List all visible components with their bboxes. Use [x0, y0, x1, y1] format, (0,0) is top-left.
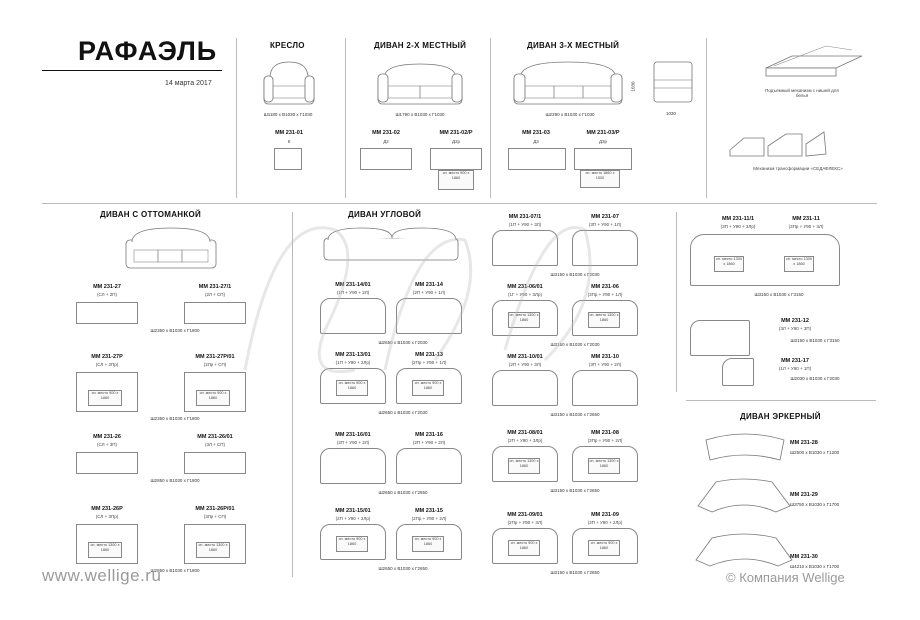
- model-code: ММ 231-11/1: [721, 216, 755, 222]
- model-sub: (2Л + СП): [204, 292, 226, 297]
- footer-site-link[interactable]: www.wellige.ru: [42, 566, 162, 585]
- section-sofa3: ДИВАН 3-Х МЕСТНЫЙ: [527, 41, 620, 50]
- model-sub: (1Л + У90 + 1П): [778, 366, 812, 371]
- model-code: ММ 231-06/01: [507, 284, 543, 290]
- model-sub: Д3р: [598, 139, 608, 144]
- model-dims: Ш4210 х В1030 х Г1700: [790, 564, 840, 569]
- model-sub: (1Г + У90 + 3Лр): [507, 292, 543, 297]
- model-sub: (3П + У90 + 1Л): [588, 222, 622, 227]
- model-plan: [492, 370, 558, 406]
- model-plan: [320, 298, 386, 334]
- model-code: ММ 231-13/01: [335, 352, 371, 358]
- model-code: ММ 231-03: [522, 130, 550, 136]
- ottoman-drawing: [124, 224, 218, 270]
- model-code: ММ 231-17: [781, 358, 809, 364]
- model-sub: К: [287, 139, 291, 144]
- berth-box: сп. место 900 х 1860: [412, 536, 444, 552]
- model-code: ММ 231-27Р/01: [195, 354, 235, 360]
- model-plan: [572, 230, 638, 266]
- model-dims: Ш2650 х В1030 х Г2030: [378, 340, 428, 345]
- model-dims: Ш3150 х В1030 х Г2650: [550, 570, 600, 575]
- model-dims: Ш2650 х В1030 х Г2650: [378, 566, 428, 571]
- berth-box: сп. место 900 х 1860: [412, 380, 444, 396]
- model-sub: (3П + У90 + 2Л): [588, 362, 622, 367]
- model-sub: (2Пр + У90 + 3Л): [507, 520, 543, 525]
- title-underline: [42, 70, 222, 71]
- model-code: ММ 231-13: [415, 352, 443, 358]
- model-dims: Ш2850 х В1030 х Г1800: [150, 568, 200, 573]
- model-sub: (2Пр + У90 + 2Л): [411, 516, 447, 521]
- divider: [345, 38, 346, 198]
- model-code: ММ 231-16/01: [335, 432, 371, 438]
- section-bay: ДИВАН ЭРКЕРНЫЙ: [740, 412, 821, 421]
- model-sub: (2П + У90 + 2Л): [412, 440, 446, 445]
- model-sub: (2П + У90 + 2Л): [336, 440, 370, 445]
- model-sub: (3Пр + У90 + 1Л): [587, 292, 623, 297]
- berth-box: сп. место 1300 х 1860: [588, 458, 620, 474]
- model-code: ММ 231-15: [415, 508, 443, 514]
- model-code: ММ 231-06: [591, 284, 619, 290]
- model-plan: [492, 230, 558, 266]
- model-code: ММ 231-27: [93, 284, 121, 290]
- wellige-watermark: [215, 170, 715, 450]
- model-sub: (3Пр + У90 + 2Л): [587, 438, 623, 443]
- model-plan: [572, 370, 638, 406]
- model-code: ММ 231-26Р/01: [195, 506, 235, 512]
- divider: [676, 212, 677, 392]
- sofa3-drawing: [512, 56, 624, 106]
- model-dims: Ш2350 х В1030 х Г1800: [150, 416, 200, 421]
- model-plan: [690, 234, 840, 286]
- lift-mechanism-drawing: [756, 42, 868, 82]
- transform-mechanism-label: Механизм трансформации «СЕДАФЛЕКС»: [753, 166, 843, 171]
- berth-box: сп. место 900 х 1860: [336, 380, 368, 396]
- berth-box: сп. место 900 х 1860: [508, 540, 540, 556]
- divider: [686, 400, 876, 401]
- berth-box: сп. место 900 х 1860: [196, 390, 230, 406]
- model-sub: (2П + У90 + 2Лр): [335, 516, 371, 521]
- model-dims: Ш3150 х В1030 х Г3150: [754, 292, 804, 297]
- model-dims: Ш3150 х В1030 х Г2030: [550, 342, 600, 347]
- divider: [236, 38, 237, 198]
- section-corner: ДИВАН УГЛОВОЙ: [348, 210, 422, 219]
- model-dims: Ш3750 х В1030 х Г1700: [790, 502, 840, 507]
- model-dims: Ш2650 х В1030 х Г2030: [378, 410, 428, 415]
- model-code: ММ 231-08: [591, 430, 619, 436]
- model-sub: (СЛ + 2П): [97, 292, 117, 297]
- berth-box: сп. место 1860 х 1500: [580, 170, 620, 188]
- model-sub: (2П + У90 + 1Л): [412, 290, 446, 295]
- model-sub: (3П + У90 + 2Лр): [587, 520, 623, 525]
- divider: [706, 38, 707, 198]
- model-plan: [76, 302, 138, 324]
- model-plan: [320, 448, 386, 484]
- model-code: ММ 231-07/1: [508, 214, 542, 220]
- model-code: ММ 231-09/01: [507, 512, 543, 518]
- transform-mechanism-drawing: [728, 128, 828, 162]
- model-code: ММ 231-29: [790, 492, 818, 498]
- footer-copyright: © Компания Wellige: [726, 570, 845, 585]
- model-code: ММ 231-27/1: [198, 284, 232, 290]
- model-sub: (3Пр + У90 + 3Л): [788, 224, 824, 229]
- page-date: 14 марта 2017: [165, 80, 212, 87]
- bay-drawing: [696, 476, 792, 516]
- model-sub: (1П + У90 + 2Лр): [335, 360, 371, 365]
- sofa2-drawing: [376, 58, 464, 106]
- model-plan: [184, 302, 246, 324]
- model-code: ММ 231-26/01: [197, 434, 233, 440]
- model-plan: [184, 452, 246, 474]
- model-plan: [690, 320, 750, 356]
- model-code: ММ 231-27Р: [91, 354, 123, 360]
- berth-box: сп. место 900 х 1860: [438, 170, 474, 190]
- model-dims: Ш3150 х В1030 х Г2650: [550, 412, 600, 417]
- side-view-drawing: [648, 58, 696, 106]
- model-plan: [722, 358, 754, 386]
- model-code: ММ 231-10: [591, 354, 619, 360]
- sofa3-dims: Ш2290 х В1030 х Г1030: [545, 112, 595, 117]
- model-sub: (2П + У90 + 3Лр): [507, 438, 543, 443]
- model-code: ММ 231-10/01: [507, 354, 543, 360]
- berth-box: сп. место 1300 х 1860: [784, 256, 814, 272]
- page-title: РАФАЭЛЬ: [78, 36, 218, 66]
- model-plan: [508, 148, 566, 170]
- divider: [292, 212, 293, 577]
- bay-drawing: [694, 528, 794, 568]
- model-sub: (2П + У90 + 3Л): [508, 362, 542, 367]
- model-code: ММ 231-12: [781, 318, 809, 324]
- model-code: ММ 231-01: [275, 130, 303, 136]
- sofa2-dims: Ш1790 х В1030 х Г1030: [395, 112, 445, 117]
- model-code: ММ 231-16: [415, 432, 443, 438]
- model-plan: [574, 148, 632, 170]
- model-code: ММ 231-28: [790, 440, 818, 446]
- model-sub: Д2р: [451, 139, 461, 144]
- model-dims: Ш2500 х В1030 х Г1200: [790, 450, 840, 455]
- berth-box: сп. место 900 х 1860: [588, 540, 620, 556]
- model-sub: Д2: [383, 139, 389, 144]
- side-height: 1030: [630, 81, 636, 92]
- lift-mechanism-label: Подъемный механизм с нишей для белья: [765, 88, 839, 98]
- model-sub: (СЛ + 2Пр): [95, 362, 119, 367]
- model-dims: Ш3150 х В1030 х Г2030: [550, 272, 600, 277]
- bay-drawing: [702, 432, 788, 464]
- side-depth: 1030: [666, 111, 677, 116]
- model-dims: Ш2350 х В1030 х Г1800: [150, 328, 200, 333]
- berth-box: сп. место 1300 х 1860: [88, 542, 122, 558]
- model-sub: Д3: [533, 139, 539, 144]
- berth-box: сп. место 1300 х 1860: [196, 542, 230, 558]
- model-plan: [396, 448, 462, 484]
- model-dims: Ш2850 х В1030 х Г1800: [150, 478, 200, 483]
- model-sub: (СЛ + 3П): [97, 442, 117, 447]
- berth-box: сп. место 1300 х 1860: [508, 458, 540, 474]
- corner-drawing: [322, 226, 460, 262]
- model-code: ММ 231-02: [372, 130, 400, 136]
- model-sub: (2Лр + СП): [203, 362, 227, 367]
- model-code: ММ 231-14/01: [335, 282, 371, 288]
- berth-box: сп. место 900 х 1860: [336, 536, 368, 552]
- berth-box: сп. место 1300 х 1860: [714, 256, 744, 272]
- section-armchair: КРЕСЛО: [270, 41, 305, 50]
- model-sub: (3Л + СП): [204, 442, 226, 447]
- model-code: ММ 231-02/Р: [439, 130, 473, 136]
- section-ottoman: ДИВАН С ОТТОМАНКОЙ: [100, 210, 202, 219]
- model-dims: Ш2030 х В1030 х Г2030: [790, 376, 840, 381]
- model-sub: (3Лр + СП): [203, 514, 227, 519]
- armchair-dims: Ш1180 х В1030 х Г1030: [263, 112, 313, 117]
- model-dims: Ш3150 х В1030 х Г3150: [790, 338, 840, 343]
- model-code: ММ 231-07: [591, 214, 619, 220]
- model-sub: (2Пр + У90 + 1Л): [411, 360, 447, 365]
- model-code: ММ 231-30: [790, 554, 818, 560]
- berth-box: сп. место 1300 х 1860: [588, 312, 620, 328]
- model-code: ММ 231-09: [591, 512, 619, 518]
- model-code: ММ 231-26: [93, 434, 121, 440]
- armchair-drawing: [262, 58, 316, 106]
- berth-box: сп. место 1300 х 1860: [508, 312, 540, 328]
- model-dims: Ш2650 х В1030 х Г2650: [378, 490, 428, 495]
- divider: [42, 203, 877, 204]
- model-plan: [274, 148, 302, 170]
- model-sub: (СЛ + 3Пр): [95, 514, 119, 519]
- model-code: ММ 231-08/01: [507, 430, 543, 436]
- model-dims: Ш3150 х В1030 х Г2650: [550, 488, 600, 493]
- berth-box: сп. место 900 х 1860: [88, 390, 122, 406]
- model-plan: [76, 452, 138, 474]
- model-code: ММ 231-11: [792, 216, 820, 222]
- section-sofa2: ДИВАН 2-Х МЕСТНЫЙ: [374, 41, 467, 50]
- model-code: ММ 231-14: [415, 282, 443, 288]
- model-plan: [360, 148, 412, 170]
- model-code: ММ 231-26Р: [91, 506, 123, 512]
- model-code: ММ 231-03/Р: [586, 130, 620, 136]
- model-sub: (3Л + У90 + 3П): [778, 326, 812, 331]
- model-sub: (1П + У90 + 2Л): [336, 290, 370, 295]
- model-plan: [396, 298, 462, 334]
- model-plan: [430, 148, 482, 170]
- model-sub: (3П + У90 + 3Лр): [720, 224, 756, 229]
- model-code: ММ 231-15/01: [335, 508, 371, 514]
- model-sub: (1П + У90 + 3Л): [508, 222, 542, 227]
- divider: [490, 38, 491, 198]
